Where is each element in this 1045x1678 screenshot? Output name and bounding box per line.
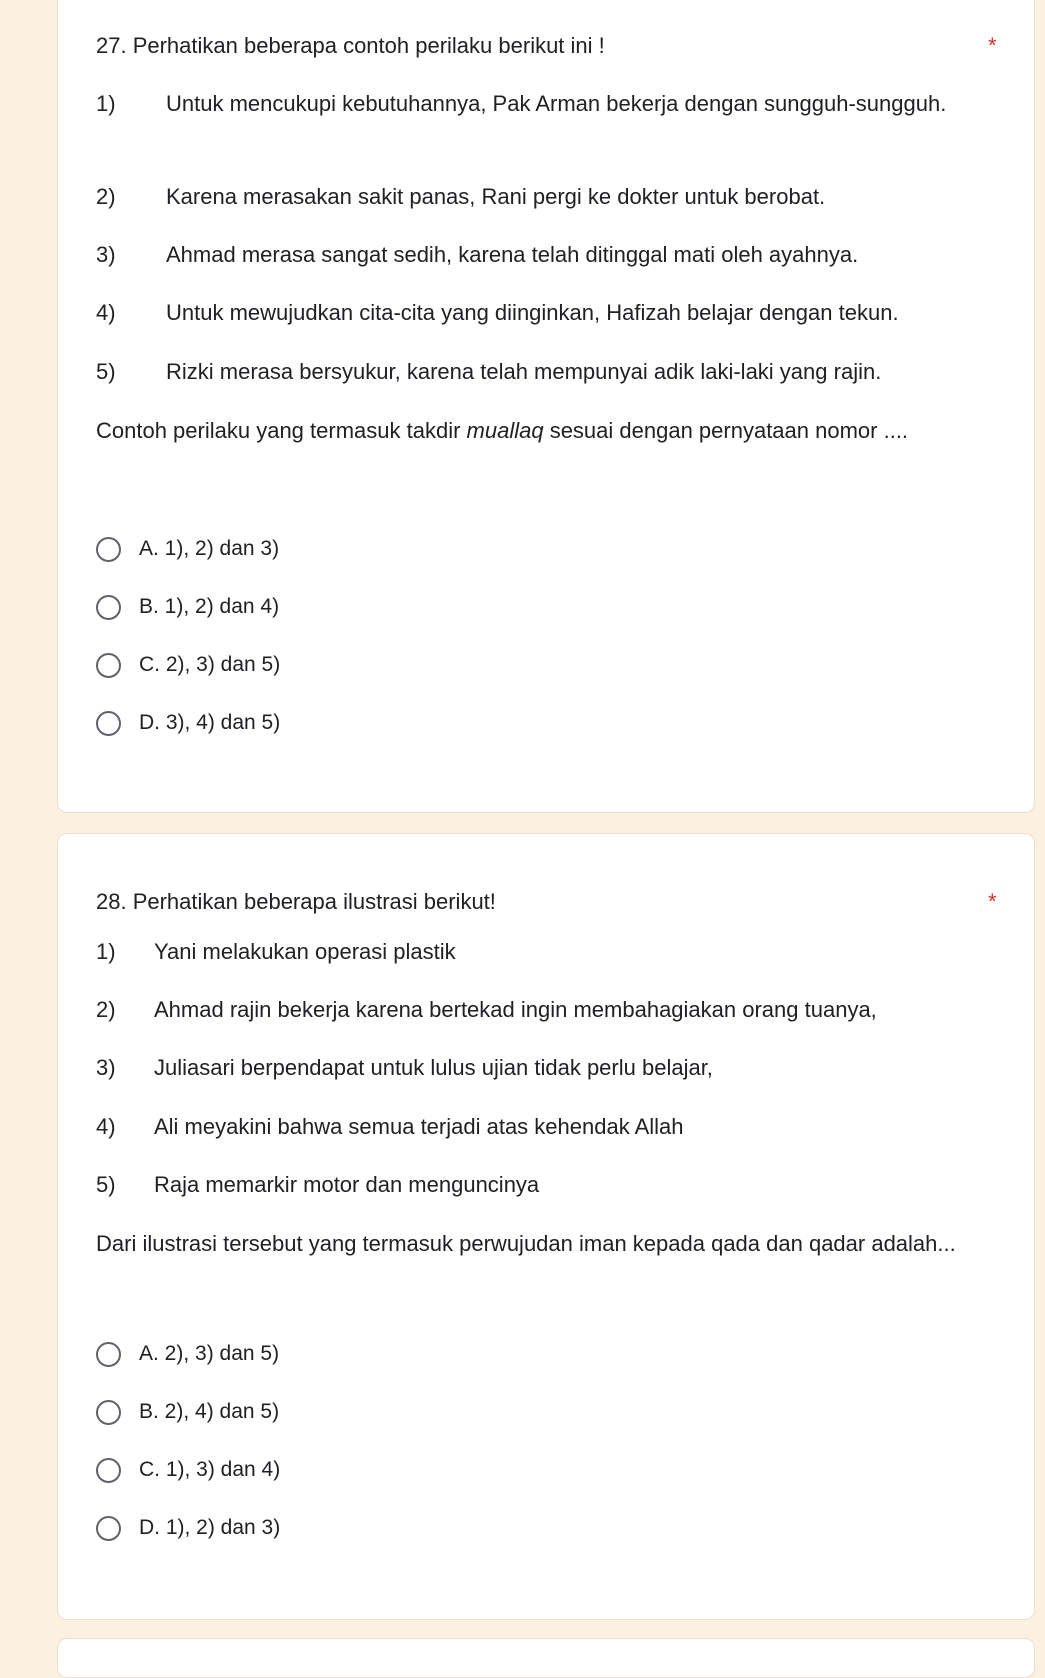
radio-option-c[interactable]	[96, 1450, 280, 1490]
prompt-italic-term: muallaq	[466, 418, 544, 443]
radio-button[interactable]	[96, 537, 121, 562]
statement-number: 5)	[96, 1172, 116, 1197]
option-label: A. 1), 2) dan 3)	[139, 537, 280, 560]
statement-text: Untuk mencukupi kebutuhannya, Pak Arman bekerja dengan sungguh-sungguh.	[166, 91, 947, 116]
statement-1	[96, 86, 996, 122]
question-card-27	[57, 0, 1035, 813]
statement-1	[96, 934, 996, 970]
option-label: D. 1), 2) dan 3)	[139, 1516, 281, 1539]
radio-option-d[interactable]	[96, 1508, 280, 1548]
question-card-28	[57, 833, 1035, 1620]
question-title: 28. Perhatikan beberapa ilustrasi berikut!	[96, 889, 496, 914]
radio-option-a[interactable]	[96, 529, 279, 569]
option-label: C. 2), 3) dan 5)	[139, 653, 281, 676]
question-prompt: Dari ilustrasi tersebut yang termasuk perwujudan iman kepada qada dan qadar adalah...	[96, 1231, 956, 1256]
statement-4	[96, 1109, 996, 1145]
radio-option-b[interactable]	[96, 587, 279, 627]
statement-number: 1)	[96, 939, 116, 964]
statement-number: 4)	[96, 300, 116, 325]
statement-text: Raja memarkir motor dan menguncinya	[154, 1172, 540, 1197]
option-label: D. 3), 4) dan 5)	[139, 711, 281, 734]
statement-number: 3)	[96, 242, 116, 267]
prompt-text-end: sesuai dengan pernyataan nomor ....	[543, 418, 909, 443]
radio-option-c[interactable]	[96, 645, 280, 685]
statement-text: Yani melakukan operasi plastik	[154, 939, 456, 964]
radio-button[interactable]	[96, 711, 121, 736]
option-label: C. 1), 3) dan 4)	[139, 1458, 281, 1481]
statement-2	[96, 179, 996, 215]
statement-text: Juliasari berpendapat untuk lulus ujian tidak perlu belajar,	[154, 1055, 713, 1080]
statement-text: Untuk mewujudkan cita-cita yang diinginkan, Hafizah belajar dengan tekun.	[166, 300, 899, 325]
statement-3	[96, 1050, 996, 1086]
statement-number: 2)	[96, 184, 116, 209]
radio-option-d[interactable]	[96, 703, 280, 743]
statement-number: 2)	[96, 997, 116, 1022]
statement-text: Ali meyakini bahwa semua terjadi atas kehendak Allah	[154, 1114, 684, 1139]
required-asterisk: *	[988, 889, 997, 914]
statement-4	[96, 295, 996, 331]
radio-button[interactable]	[96, 1400, 121, 1425]
question-prompt	[96, 412, 996, 449]
statement-number: 3)	[96, 1055, 116, 1080]
radio-button[interactable]	[96, 595, 121, 620]
statement-5	[96, 354, 996, 390]
question-title: 27. Perhatikan beberapa contoh perilaku berikut ini !	[96, 33, 605, 58]
radio-button[interactable]	[96, 1516, 121, 1541]
radio-button[interactable]	[96, 1458, 121, 1483]
option-label: A. 2), 3) dan 5)	[139, 1342, 280, 1365]
next-question-card	[57, 1638, 1035, 1678]
radio-option-a[interactable]	[96, 1334, 279, 1374]
statement-number: 5)	[96, 359, 116, 384]
statement-number: 4)	[96, 1114, 116, 1139]
radio-option-b[interactable]	[96, 1392, 279, 1432]
option-label: B. 1), 2) dan 4)	[139, 595, 280, 618]
statement-5	[96, 1167, 996, 1203]
option-label: B. 2), 4) dan 5)	[139, 1400, 280, 1423]
statement-text: Ahmad rajin bekerja karena bertekad ingin membahagiakan orang tuanya,	[154, 997, 877, 1022]
statement-text: Rizki merasa bersyukur, karena telah mempunyai adik laki-laki yang rajin.	[166, 359, 882, 384]
statement-number: 1)	[96, 91, 116, 116]
statement-text: Karena merasakan sakit panas, Rani pergi ke dokter untuk berobat.	[166, 184, 826, 209]
statement-text: Ahmad merasa sangat sedih, karena telah ditinggal mati oleh ayahnya.	[166, 242, 859, 267]
statement-2	[96, 992, 996, 1028]
prompt-text: Contoh perilaku yang termasuk takdir	[96, 418, 467, 443]
radio-button[interactable]	[96, 653, 121, 678]
required-asterisk: *	[988, 33, 997, 58]
radio-button[interactable]	[96, 1342, 121, 1367]
statement-3	[96, 237, 996, 273]
